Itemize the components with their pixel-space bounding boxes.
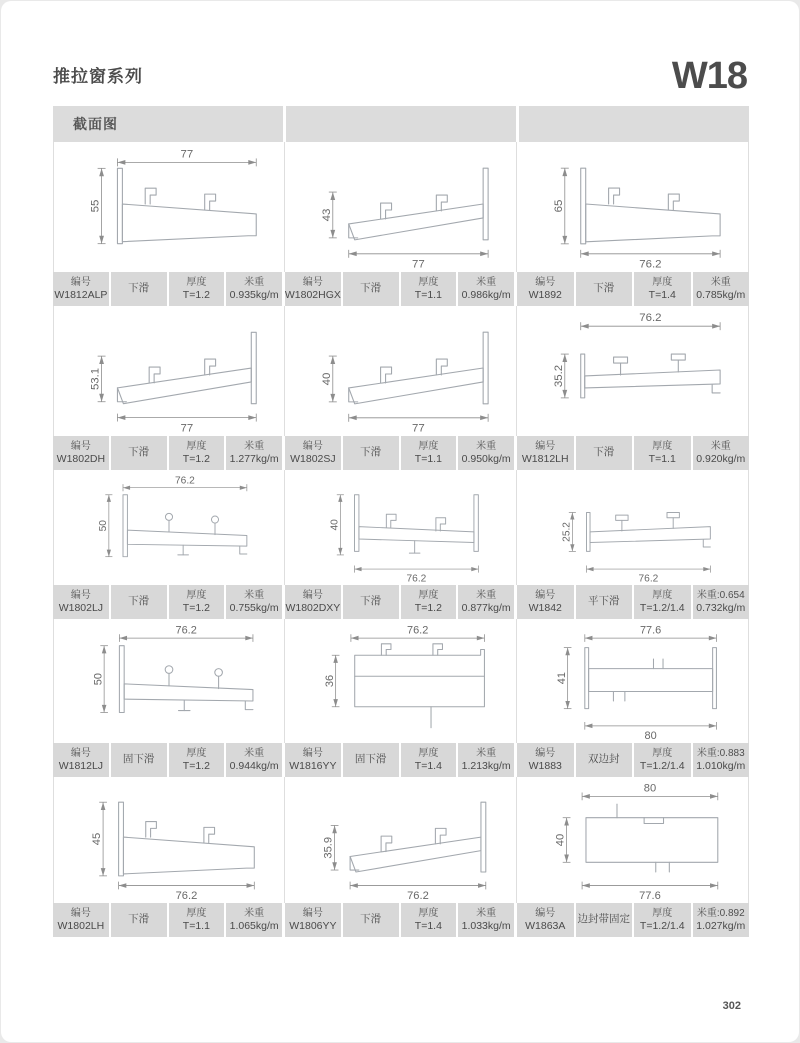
profile-section-drawing: [54, 619, 284, 743]
thickness-value: T=1.1: [182, 919, 210, 932]
profile-info-bar: [53, 585, 282, 619]
profile-type-cell: [343, 436, 399, 470]
svg-text:77: 77: [180, 422, 194, 435]
profile-type: 下滑: [128, 913, 150, 926]
weight-value: 1.033kg/m: [461, 919, 511, 932]
section-table: [53, 106, 749, 937]
weight-label: 米重: [244, 276, 265, 288]
profile-id: W1806YY: [289, 919, 337, 932]
number-label: 编号: [535, 440, 556, 452]
profile-thickness-cell: [169, 272, 225, 306]
profile-weight-cell: [458, 436, 514, 470]
profile-info-bar: [285, 743, 514, 777]
weight-label: 米重: [476, 589, 497, 601]
profile-drawing-area: [285, 306, 517, 436]
svg-text:76.2: 76.2: [406, 573, 427, 585]
svg-text:77: 77: [180, 148, 194, 161]
weight-value: 0.877kg/m: [461, 601, 511, 614]
profile-section-drawing: [517, 142, 748, 272]
profile-info-bar: [285, 903, 514, 937]
profile-thickness-cell: [401, 272, 457, 306]
weight-label: 米重: [244, 907, 265, 919]
weight-label: 米重: [244, 440, 265, 452]
profile-type-cell: [111, 585, 167, 619]
thickness-label: 厚度: [186, 747, 207, 759]
profile-type-cell: [576, 436, 633, 470]
thickness-label: 厚度: [652, 907, 673, 919]
weight-label: 米重: [476, 440, 497, 452]
number-label: 编号: [302, 276, 323, 288]
weight-label: 米重: [476, 276, 497, 288]
profile-type-cell: [343, 903, 399, 937]
weight-value: 1.010kg/m: [696, 759, 746, 772]
profile-drawing-area: [517, 777, 749, 903]
thickness-value: T=1.1: [414, 452, 442, 465]
weight-value: 1.213kg/m: [461, 759, 511, 772]
page-number: 302: [722, 1000, 741, 1012]
thickness-label: 厚度: [418, 589, 439, 601]
thickness-value: T=1.2: [182, 288, 210, 301]
profile-number-cell: [285, 585, 341, 619]
profile-cell: [517, 142, 749, 306]
profile-cell: [517, 470, 749, 619]
profile-info-bar: [53, 903, 282, 937]
profile-id: W1802HGX: [285, 288, 341, 301]
number-label: 编号: [535, 276, 556, 288]
number-label: 编号: [70, 276, 91, 288]
weight-label: 米重: [244, 747, 265, 759]
weight-label: 米重: [476, 747, 497, 759]
profile-type-cell: [576, 272, 633, 306]
profile-type: 下滑: [360, 913, 382, 926]
profile-cell: [285, 306, 517, 470]
profile-number-cell: [517, 743, 574, 777]
profile-cell: [53, 306, 285, 470]
profile-number-cell: [285, 903, 341, 937]
profile-drawing-area: [285, 142, 517, 272]
table-header-cell-2: [286, 106, 516, 142]
profile-id: W1812ALP: [54, 288, 108, 301]
number-label: 编号: [535, 907, 556, 919]
profile-drawing-area: [517, 142, 749, 272]
profile-thickness-cell: [634, 272, 691, 306]
weight-label: 米重:0.654: [696, 589, 745, 601]
profile-thickness-cell: [169, 436, 225, 470]
profile-drawing-area: [53, 619, 285, 743]
profile-info-bar: [53, 743, 282, 777]
weight-value: 0.950kg/m: [461, 452, 511, 465]
thickness-value: T=1.1: [648, 452, 676, 465]
thickness-value: T=1.2/1.4: [639, 919, 685, 932]
weight-label: 米重: [476, 907, 497, 919]
weight-label: 米重: [710, 276, 731, 288]
svg-text:55: 55: [89, 199, 102, 213]
svg-text:40: 40: [329, 519, 341, 531]
profile-info-bar: [517, 436, 749, 470]
svg-text:77: 77: [412, 422, 425, 435]
number-label: 编号: [302, 440, 323, 452]
page-header: [53, 35, 747, 95]
weight-value: 1.277kg/m: [229, 452, 279, 465]
thickness-label: 厚度: [186, 276, 207, 288]
profile-info-bar: [517, 903, 749, 937]
profile-id: W1812LH: [521, 452, 569, 465]
svg-text:35.9: 35.9: [322, 836, 335, 859]
profile-section-drawing: [54, 470, 284, 585]
svg-text:76.2: 76.2: [407, 624, 429, 637]
svg-text:43: 43: [320, 208, 333, 222]
profile-id: W1802LJ: [58, 601, 104, 614]
profile-cell: [53, 470, 285, 619]
number-label: 编号: [70, 589, 91, 601]
svg-text:76.2: 76.2: [639, 312, 662, 325]
profile-weight-cell: [693, 436, 750, 470]
profile-id: W1842: [528, 601, 562, 614]
profile-section-drawing: [517, 470, 748, 585]
profile-number-cell: [517, 436, 574, 470]
svg-text:53.1: 53.1: [89, 367, 102, 391]
thickness-label: 厚度: [418, 747, 439, 759]
profile-type-cell: [343, 743, 399, 777]
svg-text:25.2: 25.2: [561, 522, 573, 542]
thickness-label: 厚度: [418, 440, 439, 452]
weight-value: 0.944kg/m: [229, 759, 279, 772]
thickness-label: 厚度: [652, 440, 673, 452]
weight-value: 0.755kg/m: [229, 601, 279, 614]
profile-info-bar: [53, 272, 282, 306]
profile-type: 固下滑: [122, 753, 155, 766]
profile-type: 下滑: [128, 282, 150, 295]
profile-info-bar: [285, 272, 514, 306]
profile-cell: [285, 142, 517, 306]
profile-type: 边封带固定: [577, 913, 630, 926]
svg-text:76.2: 76.2: [175, 624, 197, 637]
profile-number-cell: [53, 743, 109, 777]
profile-cell: [517, 619, 749, 777]
number-label: 编号: [302, 907, 323, 919]
profile-info-bar: [285, 585, 514, 619]
thickness-label: 厚度: [652, 747, 673, 759]
weight-label: 米重: [710, 440, 731, 452]
profile-drawing-area: [517, 306, 749, 436]
profile-number-cell: [285, 272, 341, 306]
profile-weight-cell: [458, 272, 514, 306]
profile-section-drawing: [517, 306, 748, 436]
profile-info-bar: [517, 272, 749, 306]
profile-number-cell: [53, 903, 109, 937]
svg-text:76.2: 76.2: [639, 258, 662, 271]
profile-type-cell: [111, 743, 167, 777]
profile-type-cell: [343, 585, 399, 619]
svg-text:76.2: 76.2: [175, 890, 198, 903]
profile-weight-cell: [458, 585, 514, 619]
profile-weight-cell: [693, 272, 750, 306]
thickness-value: T=1.2/1.4: [639, 601, 685, 614]
thickness-value: T=1.2: [182, 759, 210, 772]
profile-section-drawing: [54, 777, 284, 903]
profile-type-cell: [576, 903, 633, 937]
profile-weight-cell: [226, 903, 282, 937]
thickness-label: 厚度: [418, 907, 439, 919]
profile-weight-cell: [693, 585, 750, 619]
number-label: 编号: [302, 747, 323, 759]
profile-section-drawing: [517, 777, 748, 903]
profile-thickness-cell: [634, 436, 691, 470]
profile-section-drawing: [517, 619, 748, 743]
thickness-value: T=1.2: [414, 601, 442, 614]
profile-id: W1802LH: [57, 919, 105, 932]
profile-type-cell: [343, 272, 399, 306]
profile-id: W1892: [528, 288, 562, 301]
profile-type: 下滑: [360, 446, 382, 459]
thickness-value: T=1.4: [648, 288, 676, 301]
profile-thickness-cell: [401, 903, 457, 937]
svg-text:76.2: 76.2: [175, 475, 195, 487]
profile-cell: [285, 619, 517, 777]
weight-value: 0.986kg/m: [461, 288, 511, 301]
svg-text:41: 41: [555, 672, 568, 685]
svg-text:80: 80: [643, 782, 657, 795]
profile-info-bar: [53, 436, 282, 470]
weight-value: 1.065kg/m: [229, 919, 279, 932]
profile-thickness-cell: [169, 585, 225, 619]
profile-type-cell: [111, 903, 167, 937]
profile-type: 下滑: [128, 446, 150, 459]
profile-info-bar: [285, 436, 514, 470]
profile-id: W1816YY: [289, 759, 337, 772]
profile-info-bar: [517, 585, 749, 619]
profile-drawing-area: [53, 142, 285, 272]
profile-drawing-area: [517, 470, 749, 585]
thickness-value: T=1.2: [182, 452, 210, 465]
svg-text:76.2: 76.2: [407, 890, 429, 903]
profile-cell: [53, 777, 285, 937]
section-header-label: 截面图: [73, 116, 118, 132]
profile-id: W1863A: [525, 919, 566, 932]
profile-cell: [285, 777, 517, 937]
profile-number-cell: [285, 436, 341, 470]
svg-text:40: 40: [554, 833, 567, 847]
number-label: 编号: [70, 907, 91, 919]
profile-number-cell: [53, 585, 109, 619]
series-title: 推拉窗系列: [53, 67, 143, 86]
profile-drawing-area: [53, 306, 285, 436]
thickness-value: T=1.4: [414, 919, 442, 932]
thickness-label: 厚度: [652, 589, 673, 601]
profile-weight-cell: [458, 743, 514, 777]
profile-section-drawing: [285, 142, 516, 272]
profile-drawing-area: [285, 470, 517, 585]
profile-type: 下滑: [593, 446, 615, 459]
profile-type: 下滑: [360, 595, 382, 608]
profile-id: W1802SJ: [290, 452, 336, 465]
profile-weight-cell: [693, 903, 750, 937]
profile-drawing-area: [53, 470, 285, 585]
series-code: W18: [671, 55, 747, 97]
profile-weight-cell: [226, 585, 282, 619]
profile-section-drawing: [54, 306, 284, 436]
profile-number-cell: [517, 903, 574, 937]
svg-text:80: 80: [644, 730, 657, 743]
number-label: 编号: [302, 589, 323, 601]
profile-type: 双边封: [588, 753, 620, 766]
profile-thickness-cell: [634, 585, 691, 619]
profile-cell: [53, 619, 285, 777]
weight-value: 0.935kg/m: [229, 288, 279, 301]
thickness-label: 厚度: [186, 589, 207, 601]
profile-cell: [517, 306, 749, 470]
svg-text:40: 40: [320, 372, 333, 386]
weight-value: 0.732kg/m: [696, 601, 746, 614]
profile-number-cell: [517, 272, 574, 306]
profile-cell: [517, 777, 749, 937]
profile-type: 平下滑: [588, 595, 620, 608]
thickness-label: 厚度: [186, 907, 207, 919]
weight-value: 1.027kg/m: [696, 919, 746, 932]
thickness-value: T=1.4: [414, 759, 442, 772]
profile-weight-cell: [226, 743, 282, 777]
weight-label: 米重:0.883: [696, 747, 745, 759]
svg-text:77.6: 77.6: [639, 890, 661, 903]
profile-type-cell: [576, 743, 633, 777]
thickness-value: T=1.2/1.4: [639, 759, 685, 772]
svg-text:77.6: 77.6: [639, 624, 662, 637]
profile-thickness-cell: [634, 903, 691, 937]
number-label: 编号: [70, 440, 91, 452]
profile-thickness-cell: [401, 585, 457, 619]
profile-section-drawing: [285, 777, 516, 903]
table-header-cell-1: [53, 106, 283, 142]
table-header-row: [53, 106, 749, 142]
svg-text:36: 36: [323, 674, 336, 688]
profile-drawing-area: [517, 619, 749, 743]
profile-type-cell: [576, 585, 633, 619]
profile-cell: [285, 470, 517, 619]
profile-number-cell: [53, 436, 109, 470]
profile-type: 下滑: [593, 282, 615, 295]
profile-type: 下滑: [128, 595, 150, 608]
profile-id: W1883: [528, 759, 562, 772]
profile-section-drawing: [285, 470, 516, 585]
weight-label: 米重:0.892: [696, 907, 745, 919]
profile-thickness-cell: [634, 743, 691, 777]
profile-type-cell: [111, 436, 167, 470]
profile-drawing-area: [285, 777, 517, 903]
profile-number-cell: [517, 585, 574, 619]
profile-thickness-cell: [169, 743, 225, 777]
profile-number-cell: [285, 743, 341, 777]
profile-number-cell: [53, 272, 109, 306]
weight-value: 0.920kg/m: [696, 452, 746, 465]
number-label: 编号: [535, 747, 556, 759]
thickness-value: T=1.2: [182, 601, 210, 614]
svg-text:65: 65: [552, 199, 565, 213]
weight-value: 0.785kg/m: [696, 288, 746, 301]
profile-info-bar: [517, 743, 749, 777]
profile-type: 固下滑: [354, 753, 387, 766]
svg-text:50: 50: [98, 520, 110, 532]
catalog-page: [1, 1, 799, 1042]
profile-grid: [53, 142, 749, 937]
table-header-cell-3: [519, 106, 749, 142]
profile-weight-cell: [693, 743, 750, 777]
profile-section-drawing: [54, 142, 284, 272]
number-label: 编号: [70, 747, 91, 759]
thickness-label: 厚度: [652, 276, 673, 288]
weight-label: 米重: [244, 589, 265, 601]
profile-type-cell: [111, 272, 167, 306]
profile-id: W1802DH: [56, 452, 106, 465]
number-label: 编号: [535, 589, 556, 601]
svg-text:45: 45: [91, 832, 104, 846]
profile-id: W1802DXY: [285, 601, 341, 614]
profile-section-drawing: [285, 619, 516, 743]
profile-thickness-cell: [401, 436, 457, 470]
svg-text:35.2: 35.2: [552, 364, 565, 388]
profile-section-drawing: [285, 306, 516, 436]
svg-text:50: 50: [92, 672, 105, 686]
thickness-label: 厚度: [418, 276, 439, 288]
thickness-label: 厚度: [186, 440, 207, 452]
profile-drawing-area: [53, 777, 285, 903]
thickness-value: T=1.1: [414, 288, 442, 301]
profile-type: 下滑: [360, 282, 382, 295]
profile-id: W1812LJ: [58, 759, 104, 772]
profile-cell: [53, 142, 285, 306]
profile-weight-cell: [226, 272, 282, 306]
profile-thickness-cell: [401, 743, 457, 777]
profile-thickness-cell: [169, 903, 225, 937]
profile-weight-cell: [458, 903, 514, 937]
profile-weight-cell: [226, 436, 282, 470]
svg-text:77: 77: [412, 258, 425, 271]
profile-drawing-area: [285, 619, 517, 743]
svg-text:76.2: 76.2: [638, 573, 659, 585]
